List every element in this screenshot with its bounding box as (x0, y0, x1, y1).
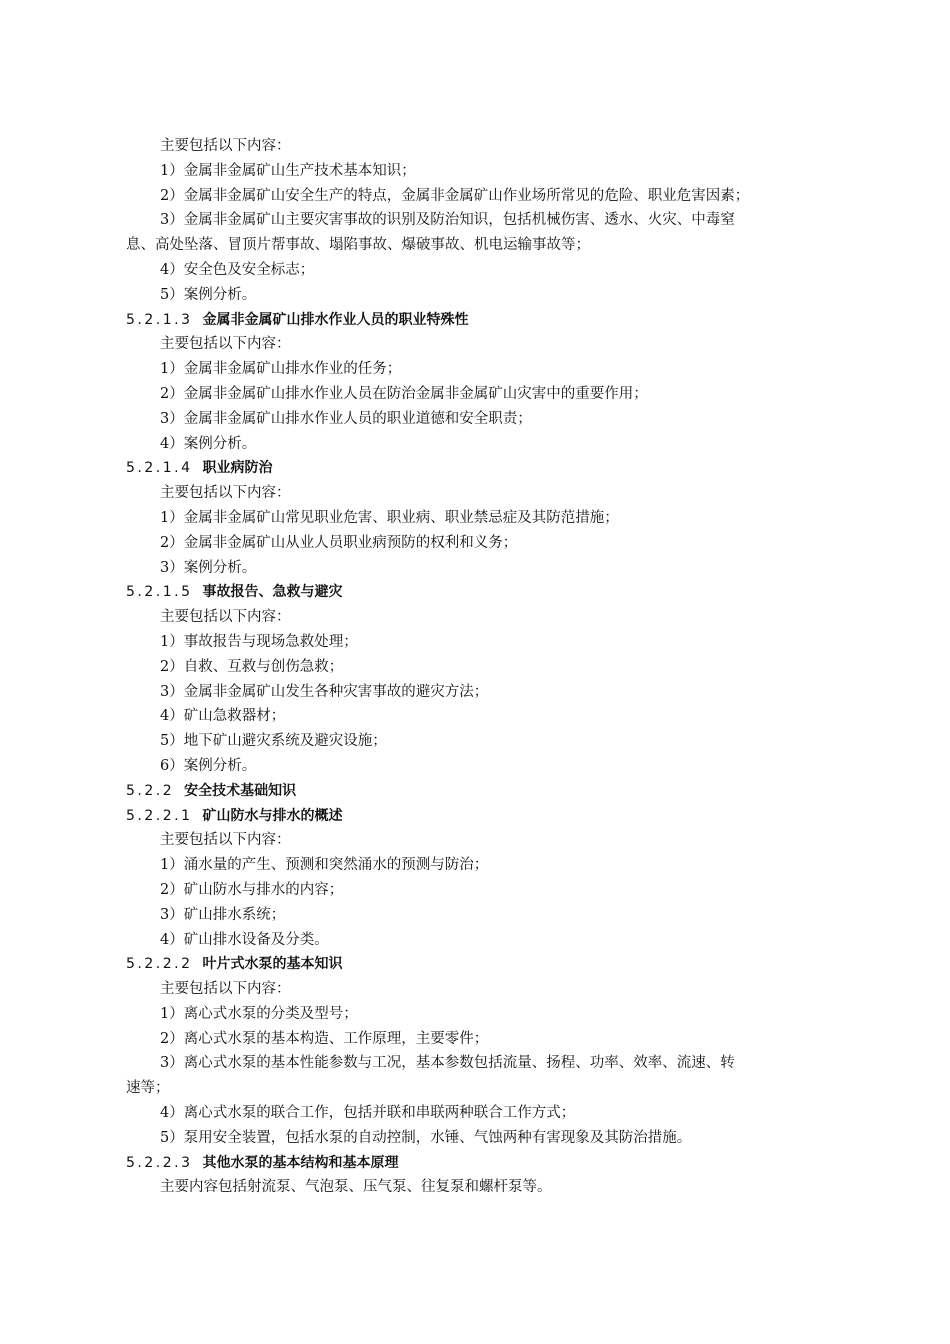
paragraph-line: 4）矿山排水设备及分类。 (160, 931, 329, 948)
paragraph-line: 主要包括以下内容： (160, 336, 291, 353)
paragraph-line: 3）离心式水泵的基本性能参数与工况，基本参数包括流量、扬程、功率、效率、流速、转 (160, 1055, 735, 1072)
section-title: 金属非金属矿山排水作业人员的职业特殊性 (202, 311, 469, 328)
section-number: 5.2.2.3 (126, 1154, 193, 1171)
paragraph-line: 2）自救、互救与创伤急救； (160, 658, 344, 675)
paragraph-line: 5）案例分析。 (160, 286, 257, 303)
section-title: 事故报告、急救与避灾 (202, 584, 343, 601)
section-title: 其他水泵的基本结构和基本原理 (202, 1154, 399, 1171)
paragraph-line: 6）案例分析。 (160, 757, 257, 774)
section-title: 安全技术基础知识 (184, 782, 297, 799)
section-number: 5.2.1.5 (126, 584, 193, 601)
section-number: 5.2.1.3 (126, 311, 193, 328)
section-heading (126, 580, 826, 605)
paragraph-line: 主要包括以下内容： (160, 138, 291, 154)
section-heading (126, 952, 826, 977)
section-number: 5.2.2.2 (126, 956, 193, 973)
paragraph-line: 1）涌水量的产生、预测和突然涌水的预测与防治； (160, 857, 489, 874)
paragraph-line: 4）离心式水泵的联合工作，包括并联和串联两种联合工作方式； (160, 1105, 576, 1122)
section-title: 矿山防水与排水的概述 (202, 807, 343, 824)
section-title: 职业病防治 (202, 460, 273, 477)
section-heading (126, 456, 826, 481)
section-number: 5.2.1.4 (126, 460, 193, 477)
document-body (126, 134, 826, 1200)
paragraph-line: 2）金属非金属矿山从业人员职业病预防的权利和义务； (160, 534, 518, 551)
paragraph-line: 4）安全色及安全标志； (160, 261, 315, 278)
paragraph-line: 4）案例分析。 (160, 435, 257, 452)
paragraph-line: 3）金属非金属矿山排水作业人员的职业道德和安全职责； (160, 410, 532, 427)
paragraph-line: 2）离心式水泵的基本构造、工作原理，主要零件； (160, 1030, 489, 1047)
paragraph-line: 1）事故报告与现场急救处理； (160, 633, 358, 650)
paragraph-line: 1）金属非金属矿山常见职业危害、职业病、职业禁忌症及其防范措施； (160, 509, 619, 526)
paragraph-line: 3）矿山排水系统； (160, 906, 286, 923)
section-heading (126, 779, 826, 804)
paragraph-continuation: 速等； (126, 1080, 170, 1097)
paragraph-line: 2）金属非金属矿山排水作业人员在防治金属非金属矿山灾害中的重要作用； (160, 385, 648, 402)
section-heading (126, 1151, 826, 1176)
paragraph-line: 5）泵用安全装置，包括水泵的自动控制，水锤、气蚀两种有害现象及其防治措施。 (160, 1129, 692, 1146)
paragraph-line: 3）金属非金属矿山发生各种灾害事故的避灾方法； (160, 683, 489, 700)
paragraph-line: 5）地下矿山避灾系统及避灾设施； (160, 733, 387, 750)
paragraph-continuation: 息、高处坠落、冒顶片帮事故、塌陷事故、爆破事故、机电运输事故等； (126, 237, 590, 254)
paragraph-line: 1）金属非金属矿山生产技术基本知识； (160, 162, 416, 179)
paragraph-line: 主要包括以下内容： (160, 832, 291, 849)
paragraph-line: 3）金属非金属矿山主要灾害事故的识别及防治知识，包括机械伤害、透水、火灾、中毒窒 (160, 212, 735, 229)
section-number: 5.2.2.1 (126, 807, 193, 824)
section-heading (126, 308, 826, 333)
paragraph-line: 主要内容包括射流泵、气泡泵、压气泵、往复泵和螺杆泵等。 (160, 1179, 552, 1196)
section-number: 5.2.2 (126, 782, 175, 799)
paragraph-line: 2）金属非金属矿山安全生产的特点，金属非金属矿山作业场所常见的危险、职业危害因素； (160, 187, 750, 204)
section-heading (126, 804, 826, 829)
paragraph-line: 1）金属非金属矿山排水作业的任务； (160, 361, 402, 378)
paragraph-line: 主要包括以下内容： (160, 609, 291, 626)
paragraph-line: 4）矿山急救器材； (160, 708, 286, 725)
paragraph-line: 3）案例分析。 (160, 559, 257, 576)
paragraph-line: 主要包括以下内容： (160, 981, 291, 998)
section-title: 叶片式水泵的基本知识 (202, 956, 343, 973)
paragraph-line: 1）离心式水泵的分类及型号； (160, 1005, 358, 1022)
paragraph-line: 主要包括以下内容： (160, 485, 291, 502)
paragraph-line: 2）矿山防水与排水的内容； (160, 881, 344, 898)
